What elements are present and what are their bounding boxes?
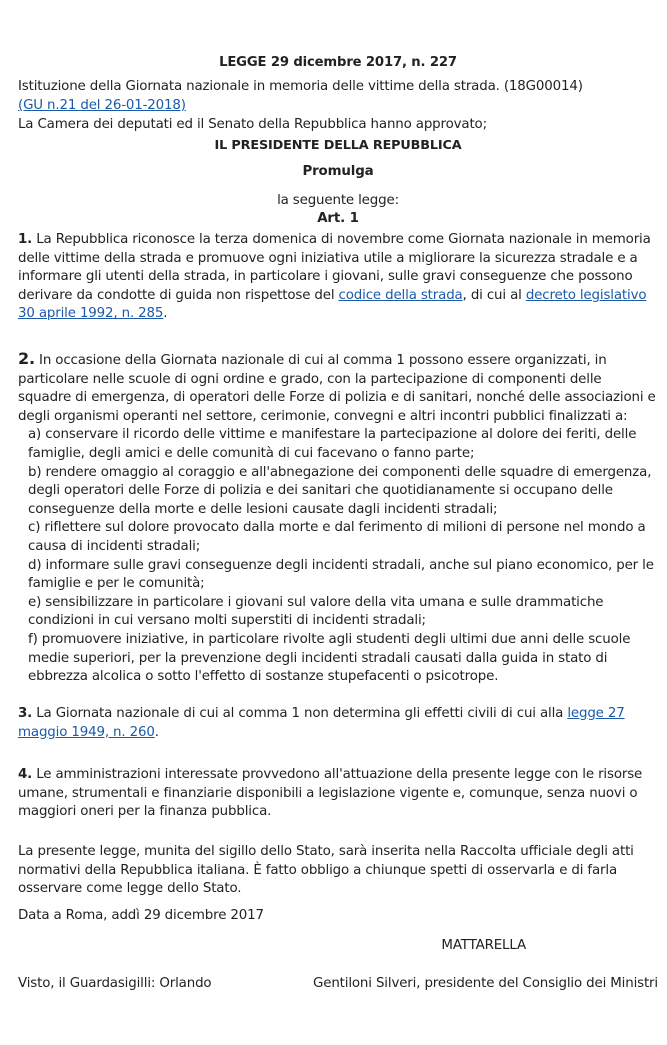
following-law-line: la seguente legge:	[277, 193, 399, 208]
gazette-link[interactable]: (GU n.21 del 26-01-2018)	[18, 98, 186, 113]
paragraph-text: Le amministrazioni interessate provvedono all'attuazione della presente legge con le risorse umane, strumentali e finanziarie disponibili a legislazione vigente e, comunque, senza nuovi o maggiori oneri per la finanza pubblica.	[18, 767, 643, 820]
legge-1949-link[interactable]: legge 27 maggio 1949, n. 260	[18, 706, 625, 740]
paragraph-4	[18, 766, 658, 822]
paragraph-text: La Repubblica riconosce la terza domenica di novembre come Giornata nazionale in memoria delle vittime della strada e promuove ogni iniziativa utile a migliorare la sicurezza stradale e a informare gli utenti della strada, in particolare i giovani, sulle gravi conseguenze che possono derivare da condotte di guida non rispettose del	[18, 232, 651, 303]
list-item: b) rendere omaggio al coraggio e all'abnegazione dei componenti delle squadre di emergenza, degli operatori delle Forze di polizia e dei sanitari che quotidianamente si occupano delle conseguenze della morte e delle lesioni causate dagli incidenti stradali;	[28, 464, 652, 517]
list-item: e) sensibilizzare in particolare i giovani sul valore della vita umana e sulle drammatiche condizioni in cui versano molti superstiti di incidenti stradali;	[28, 594, 604, 629]
codice-della-strada-link[interactable]: codice della strada	[338, 287, 463, 303]
paragraph-number: 4.	[18, 767, 33, 782]
paragraph-text: La Giornata nazionale di cui al comma 1 non determina gli effetti civili di cui alla	[32, 706, 568, 721]
law-title: LEGGE 29 dicembre 2017, n. 227	[219, 55, 457, 70]
list-item: a) conservare il ricordo delle vittime e manifestare la partecipazione al dolore dei feriti, delle famiglie, degli amici e delle comunità di cui facevano o fanno parte;	[28, 427, 637, 461]
prime-minister-line: Gentiloni Silveri, presidente del Consiglio dei Ministri	[313, 976, 658, 991]
article-heading: Art. 1	[317, 211, 359, 226]
list-item: c) riflettere sul dolore provocato dalla morte e dal ferimento di milioni di persone nel mondo a causa di incidenti stradali;	[28, 520, 646, 554]
closing-paragraph: La presente legge, munita del sigillo dello Stato, sarà inserita nella Raccolta ufficiale degli atti normativi della Repubblica italiana. È fatto obbligo a chiunque spetti di osservarla e di farla osservare come legge dello Stato.	[18, 844, 634, 897]
approval-line: La Camera dei deputati ed il Senato della Repubblica hanno approvato;	[18, 117, 487, 132]
paragraph-text: .	[154, 724, 159, 740]
paragraph-text: In occasione della Giornata nazionale di cui al comma 1 possono essere organizzati, in particolare nelle scuole di ogni ordine e grado, con la partecipazione di componenti delle squadre di emergenza, di operatori delle Forze di polizia e di sanitari, nonché delle associazioni e degli organismi operanti nel settore, cerimonie, convegni e altri incontri pubblici finalizzati a:	[18, 353, 656, 424]
decreto-legislativo-link[interactable]: decreto legislativo 30 aprile 1992, n. 285	[18, 287, 647, 322]
paragraph-3	[18, 705, 658, 742]
promulga-heading: Promulga	[302, 164, 374, 179]
guardasigilli-line: Visto, il Guardasigilli: Orlando	[18, 976, 212, 991]
paragraph-number: 3.	[18, 706, 33, 721]
paragraph-number: 1.	[18, 232, 33, 247]
paragraph-text: .	[163, 306, 168, 322]
president-heading: IL PRESIDENTE DELLA REPUBBLICA	[214, 138, 462, 153]
law-subtitle: Istituzione della Giornata nazionale in memoria delle vittime della strada. (18G00014)	[18, 79, 583, 94]
list-item: d) informare sulle gravi conseguenze degli incidenti stradali, anche sul piano economico, per le famiglie e per le comunità;	[28, 557, 654, 592]
signature: MATTARELLA	[441, 938, 526, 953]
paragraph-number: 2.	[18, 349, 35, 368]
paragraph-1	[18, 231, 658, 324]
paragraph-2	[18, 350, 658, 687]
paragraph-text: , di cui al	[462, 287, 526, 303]
list-item: f) promuovere iniziative, in particolare rivolte agli studenti degli ultimi due anni delle scuole medie superiori, per la prevenzione degli incidenti stradali causati dalla guida in stato di ebbrezza alcolica o sotto l'effetto di sostanze stupefacenti o psicotrope.	[28, 631, 631, 685]
gazette-reference	[18, 97, 658, 116]
date-line: Data a Roma, addì 29 dicembre 2017	[18, 908, 264, 923]
signature-row	[18, 975, 658, 994]
